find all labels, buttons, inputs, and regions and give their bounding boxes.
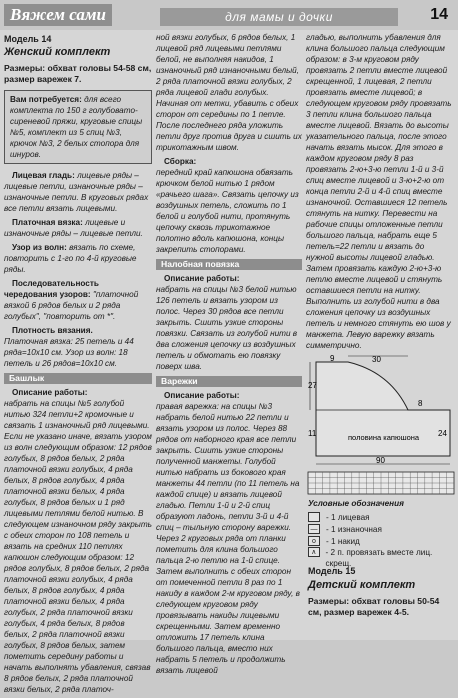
legend-label: - 1 накид (326, 536, 360, 546)
assembly-label: Сборка: (164, 157, 197, 166)
materials-text: для всего комплекта по 150 г голубовато-сиреневой пряжи, круговые спицы №5, комплект из 5 спиц №3, крючок №3, 2 белых стопора для шнуров. (10, 95, 143, 159)
dim-24: 24 (438, 429, 447, 438)
section-title: для мамы и дочки (160, 8, 398, 26)
headband-work (156, 273, 302, 372)
assembly (156, 156, 302, 255)
stitch-stockinette (4, 170, 152, 214)
stitch-text: вязать по схеме, повторить с 1-го по 4-й круговые ряды. (4, 243, 137, 274)
dim-11: 11 (308, 429, 317, 438)
work-label: Описание работы: (164, 274, 240, 283)
materials-label: Вам потребуется: (10, 95, 82, 104)
assembly-text: передний край капюшона обвязать крючком белой нитью 1 рядом «рачьего шага». Связать цепочку из воздушных петель, сложить по 1 белой и голубой нити, протянуть цепочку сквозь трикотажное полотно вдоль капюшона, концы закрепить стопорами. (156, 168, 299, 254)
sequence-text: "платочной вязкой 6 рядов белых и 2 ряда голубых", "повторить от *". (4, 290, 139, 321)
pattern-sequence (4, 278, 152, 322)
mittens-work (156, 390, 302, 676)
page-number: 14 (430, 6, 448, 23)
section-head-headband: Налобная повязка (156, 259, 302, 270)
gauge-label: Плотность вязания. (12, 326, 93, 335)
model-number: Модель 15 (308, 566, 356, 576)
hood-diagram (308, 352, 454, 470)
dim-9: 9 (330, 354, 335, 363)
sequence-label: Последовательность чередования узоров: (4, 279, 99, 299)
stitch-waves (4, 242, 152, 275)
legend-label: - 2 п. провязать вместе лиц. скрещ. (325, 548, 433, 568)
column-1 (4, 32, 152, 698)
column-3 (306, 32, 454, 354)
legend-label: - 1 лицевая (326, 512, 370, 522)
stitch-label: Платочная вязка: (12, 218, 83, 227)
legend-label: - 1 изнаночная (326, 524, 382, 534)
page-header (0, 0, 458, 30)
hood-continued: ной вязки голубых, 6 рядов белых, 1 лицевой ряд лицевыми петлями белой, не выполняя накидов, 1 изнаночный ряд изнаночными белый, 2 ряда платочной вязки голубых, 2 ряда лицевой глади голубых. Начиная от метки, убавить с обеих сторон от середины по 1 петле. После последнего ряда уложить петли друг против друга и сшить их трикотажным швом. (156, 33, 302, 152)
stitch-chart (308, 472, 454, 494)
mittens-continued: гладью, выполнить убавления для клина большого пальца следующим образом: в 3-м круговом ряду провязать 2 петли вместе лицевой скрещенной, 1 лицевая, 2 петли провязать вместе лицевой; в следующем круговом ряду провязать 3 петли клина большого пальца вместе лицевой. Вязать до высоты указательного пальца, после этого начать вязать мысок. Для этого в каждом круговом ряду 8 раз провязать 2-ю+3-ю петли 1-й и 3-й спиц вместе лицевой и 3-ю+2-ю от конца петли 2-й и 4-й спиц вместе изнаночной. Оставшиеся 12 петель стянуть на нитку. Перевести на рабочие спицы отложенные петли большого пальца, набрать еще 5 петель=22 петли и вязать до нужной высоты лицевой гладью. Затем провязать каждую 2-ю+3-ю петлю вместе лицевой и стянуть оставшиеся петли на нитку. Выполнить из голубой нити в два сложения цепочку из воздушных петель и немного стянуть ею шов у манжета. Левую варежку вязать симметрично. (306, 33, 452, 350)
column-2 (156, 32, 302, 679)
model-title: Детский комплект (308, 579, 416, 591)
stitch-chart-grid (308, 472, 454, 494)
stitch-label: Узор из волн: (12, 243, 67, 252)
legend-item (308, 535, 454, 547)
legend-symbol-k2tog: ∧ (308, 547, 320, 557)
stitch-label: Лицевая гладь: (12, 171, 75, 180)
materials-box (4, 90, 152, 164)
dim-27: 27 (308, 381, 317, 390)
hood-work (4, 387, 152, 695)
stitch-text: лицевые и изнаночные ряды – лицевые петли. (4, 218, 143, 238)
model-title: Женский комплект (4, 46, 111, 58)
sizes-text: Размеры: обхват головы 54-58 см, размер варежек 7. (4, 63, 152, 84)
dim-8: 8 (418, 399, 423, 408)
legend-symbol-yarnover: o (308, 536, 320, 546)
model-15-block (308, 564, 454, 623)
gauge (4, 325, 152, 369)
work-label: Описание работы: (12, 388, 88, 397)
magazine-brand: Вяжем сами (4, 4, 112, 26)
model-number: Модель 14 (4, 34, 52, 44)
sizes-text: Размеры: обхват головы 50-54 см, размер варежек 4-5. (308, 596, 440, 617)
legend-item (308, 511, 454, 523)
stitch-text: лицевые ряды – лицевые петли, изнаночные ряды – изнаночные петли. В круговых рядах все петли вязать лицевыми. (4, 171, 149, 213)
section-head-hood: Башлык (4, 373, 152, 384)
work-text: набрать на спицы №3 белой нитью 126 петель и вязать узором из полос. Через 30 рядов все петли закрыть. Сшить узкие стороны повязки. Связать из голубой нити в два сложения цепочку из воздушных петель и обмотать ею повязку поверх шва. (156, 285, 298, 371)
stitch-garter (4, 217, 152, 239)
legend-symbol-purl: — (308, 524, 320, 534)
work-text: набрать на спицы №5 голубой нитью 324 петли+2 кромочные и связать 1 изнаночный ряд лицевыми. Если не указано иначе, вязать узором из волн следующим образом: 12 рядов голубых, 8 рядов белых, 2 ряда платочной вязки голубых, 4 ряда белых, 8 рядов голубых, 4 ряда платочной вязки белых, 4 ряда голубых, 8 рядов белых и 1 ряд лицевыми петлями белой нитью. В следующем изнаночном ряду закрыть с обеих сторон по 108 петель и вязать на средних 110 петлях капюшон следующим образом: 12 рядов голубых, 8 рядов белых, 2 ряда платочной вязки голубых, 4 ряда белых, 8 рядов голубых, 4 ряда платочной вязки белых, 4 ряда голубых, 2 ряда платочной вязки голубых, 4 ряда белых, 8 рядов белых, 2 ряда платочной вязки голубых, 8 рядов белых, затем пометить середину работы и начать выполнять убавления, связав 8 рядов белых, 2 ряда платочной вязки белых, 2 ряда платоч- (4, 399, 152, 694)
hood-schematic (308, 352, 454, 470)
section-head-mittens: Варежки (156, 376, 302, 387)
legend-symbol-knit (308, 512, 320, 522)
work-label: Описание работы: (164, 391, 240, 400)
legend-item (308, 523, 454, 535)
gauge-text: Платочная вязка: 25 петель и 44 ряда=10х10 см. Узор из волн: 18 петель и 26 рядов=10х10 см. (4, 337, 134, 368)
dim-90: 90 (376, 456, 385, 465)
work-text: правая варежка: на спицы №3 набрать белой нитью 22 петли и вязать узором из полос. Через 88 рядов от наборного края все петли закрыть. Сшить узкие стороны полученной манжеты. Голубой нитью набрать из бокового края манжеты 44 петли (по 11 петель на каждой спице) и вязать лицевой гладью. Петли 1-й и 2-й спиц образуют ладонь, петли 3-й и 4-й спиц – тыльную сторону варежки. Через 2 круговых ряда от планки пометить для клина большого пальца 2-ю петлю на 1-й спице. Затем выполнить с обеих сторон от помеченной петли 8 раз по 1 накиду в каждом 2-м круговом ряду, в следующем круговом ряду провязывать накиды лицевыми скрещенными. Затем временно отложить 17 петель клина большого пальца, вместо них набрать 5 петель и продолжить вязать лицевой (156, 402, 300, 675)
dim-30: 30 (372, 355, 381, 364)
hood-label: половина капюшона (348, 433, 420, 442)
legend-title: Условные обозначения (308, 499, 404, 508)
legend (308, 498, 454, 569)
